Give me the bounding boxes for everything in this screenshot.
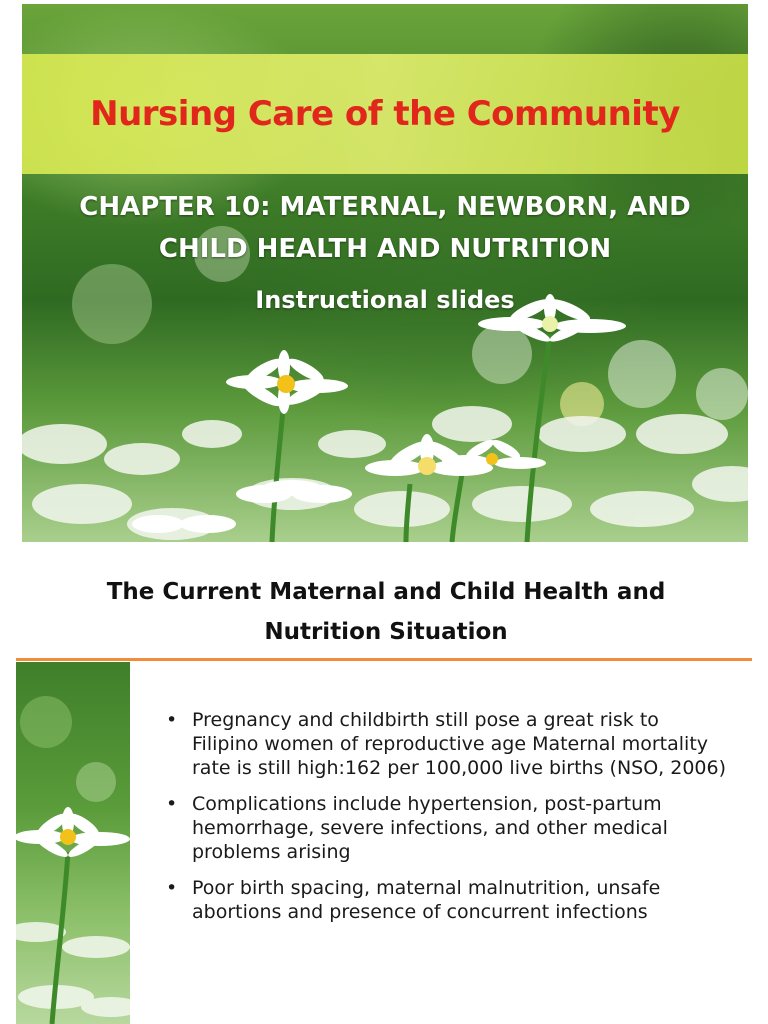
- slide-subtitle: Instructional slides: [255, 286, 515, 314]
- daisy-flower: [226, 350, 348, 414]
- bullet-list: [166, 708, 726, 936]
- bullet-item: • Pregnancy and childbirth still pose a great risk to Filipino women of reproductive age Maternal mortality rate is still high:162 per 100,000 live births (NSO, 2006): [166, 709, 727, 779]
- chapter-heading: CHAPTER 10: MATERNAL, NEWBORN, AND CHILD HEALTH AND NUTRITION: [79, 192, 691, 264]
- daisy-side-image: [16, 662, 130, 1024]
- title-slide: [22, 4, 748, 542]
- bullet-item: • Poor birth spacing, maternal malnutrition, unsafe abortions and presence of concurrent infections: [166, 877, 661, 923]
- daisy-side-illustration: [16, 662, 130, 1024]
- bullet-item: • Complications include hypertension, post-partum hemorrhage, severe infections, and other medical problems arising: [166, 793, 668, 863]
- slide-heading: The Current Maternal and Child Health and Nutrition Situation: [106, 579, 666, 645]
- daisy-flower: [442, 437, 546, 469]
- content-slide: [16, 548, 752, 1024]
- slide-title: Nursing Care of the Community: [90, 94, 680, 134]
- orange-divider: [16, 658, 752, 661]
